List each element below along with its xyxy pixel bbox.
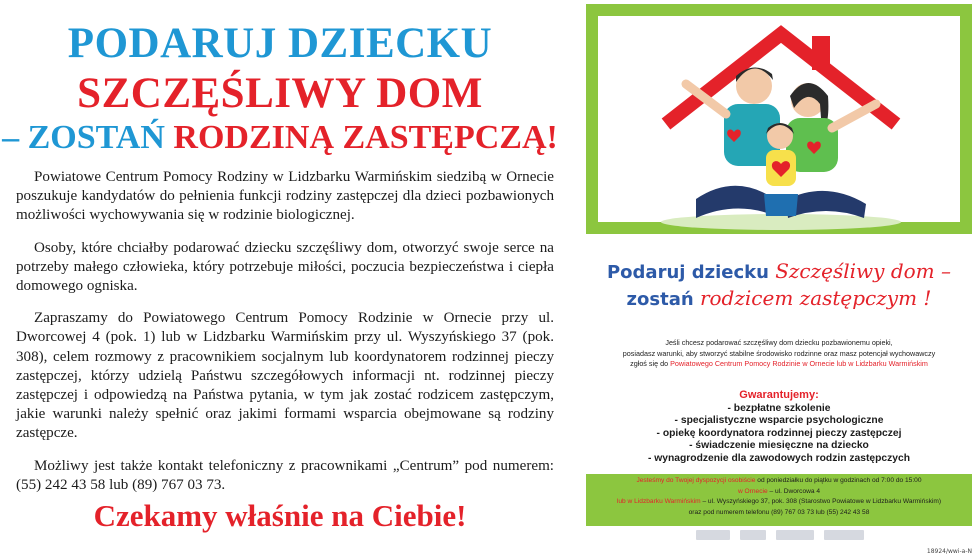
- contact-info: [586, 476, 972, 518]
- contact-line-text: od poniedziałku do piątku w godzinach od 7:00 do 15:00: [757, 477, 922, 484]
- poster-intro: [586, 338, 972, 370]
- headline-dash: –: [2, 119, 20, 156]
- closing-slogan: Czekamy właśnie na Ciebie!: [93, 498, 467, 533]
- poster-headline-plain: zostań: [626, 289, 694, 310]
- poster-intro-line: Jeśli chcesz podarować szczęśliwy dom dziecku pozbawionemu opieki,: [665, 338, 893, 347]
- poster-headline-plain: Podaruj dziecku: [606, 262, 769, 283]
- poster-intro-line: posiadasz warunki, aby stworzyć stabilne środowisko rodzinne oraz masz potencjał wychowawczy: [622, 348, 936, 358]
- paragraph: Powiatowe Centrum Pomocy Rodziny w Lidzbarku Warmińskim siedzibą w Ornecie poszukuje kandydatów do pełnienia funkcji rodziny zastępczej dla dzieci pozbawionych możliwości wychowywania się w rodzinie biologicznej.: [16, 169, 554, 224]
- poster-intro-center-name: Powiatowego Centrum Pomocy Rodzinie w Ornecie lub w Lidzbarku Warmińskim: [670, 359, 928, 368]
- paragraph: Osoby, które chciałby podarować dziecku szczęśliwy dom, otworzyć swoje serce na potrzeby małego człowieka, który potrzebuje miłości, poczucia bezpieczeństwa i ciepła domowego ogniska.: [16, 239, 554, 295]
- headline-line-1: PODARUJ DZIECKU: [67, 20, 493, 67]
- guarantee-item: - bezpłatne szkolenie: [727, 403, 831, 414]
- contact-line-highlight: Jesteśmy do Twojej dyspozycji osobiście: [636, 477, 756, 484]
- poster-headline-handwritten: rodzicem zastępczym !: [699, 286, 932, 310]
- poster-intro-line: [586, 359, 972, 370]
- contact-line: [586, 497, 972, 508]
- contact-line-highlight: w Ornecie: [737, 487, 768, 495]
- headline-rodzina: RODZINĄ ZASTĘPCZĄ!: [173, 119, 558, 156]
- contact-line-text: – ul. Wyszyńskiego 37, pok. 308 (Starostwo Powiatowe w Lidzbarku Warmińskim): [702, 498, 942, 505]
- chimney: [812, 36, 830, 70]
- eu-flag-logo: [824, 530, 864, 540]
- guarantee-item: - opiekę koordynatora rodzinnej pieczy zastępczej: [656, 427, 902, 439]
- guarantee-item: - świadczenie miesięczne na dziecko: [689, 440, 869, 452]
- contact-line: [586, 487, 972, 498]
- contact-line: [586, 476, 972, 487]
- poster-headline-2: [586, 286, 972, 310]
- headline-line-2: SZCZĘŚLIWY DOM: [77, 70, 483, 117]
- article-body: [16, 168, 554, 508]
- poland-flag-logo: [740, 530, 766, 540]
- guarantee-item: - wynagrodzenie dla zawodowych rodzin zastępczych: [647, 452, 911, 464]
- contact-line: oraz pod numerem telefonu (89) 767 03 73 lub (55) 242 43 58: [688, 508, 870, 516]
- paragraph: Zapraszamy do Powiatowego Centrum Pomocy Rodzinie w Ornecie przy ul. Dworcowej 4 (pok. 1) lub w Lidzbarku Warmińskim przy ul. Wyszyńskiego 37 (pok. 308), celem rozmowy z pracownikiem socjalnym lub koordynatorem rodzinnej pieczy zastępczej, którzy udzielą Państwu szczegółowych informacji nt. rodzinnej pieczy zastępczej i odpowiedzą na Państwa pytania, w tym jak zostać rodzicem zastępczym, jakie warunki należy spełnić oraz jakimi formami wsparcia obejmowane są rodziny zastępcze.: [16, 310, 554, 442]
- contact-line-highlight: lub w Lidzbarku Warmińskim: [616, 498, 701, 505]
- eu-funds-logo: [696, 530, 730, 540]
- poster-intro-plain: zgłoś się do: [630, 359, 669, 368]
- paragraph: Możliwy jest także kontakt telefoniczny z pracownikami „Centrum” pod numerem: (55) 242 43 58 lub (89) 767 03 73.: [16, 457, 554, 493]
- contact-line-text: – ul. Dworcowa 4: [769, 487, 821, 495]
- headline-zostan: ZOSTAŃ: [27, 119, 165, 156]
- headline-line-3: [0, 121, 560, 156]
- poster: [586, 4, 972, 544]
- guarantee-title: Gwarantujemy:: [739, 389, 819, 401]
- poster-headline-1: [586, 259, 972, 283]
- print-code: 18924/wwi-a-N: [926, 548, 972, 555]
- sponsor-logos: [696, 530, 896, 542]
- region-logo: [776, 530, 814, 540]
- guarantee-item: - specjalistyczne wsparcie psychologiczne: [674, 415, 884, 427]
- family-illustration: [586, 4, 972, 239]
- poster-headline-handwritten: Szczęśliwy dom –: [775, 259, 951, 283]
- guarantee-list: [586, 403, 972, 465]
